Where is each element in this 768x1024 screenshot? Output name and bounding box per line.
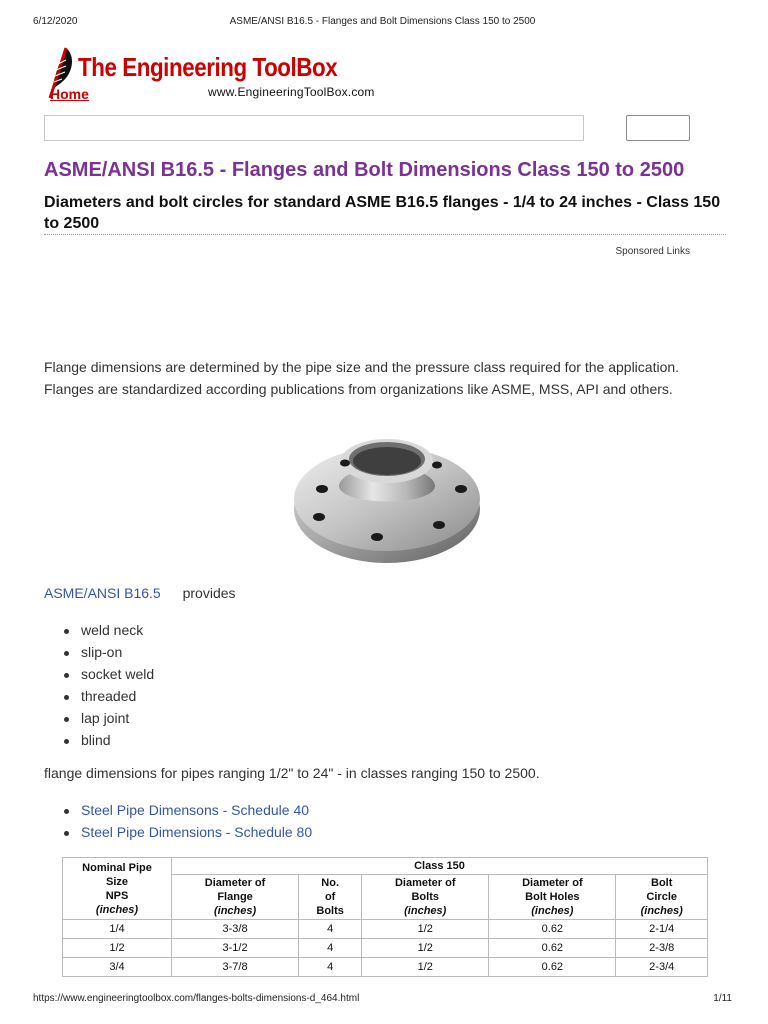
intro-line: Flange dimensions are determined by the pipe size and the pressure class required for the application.	[44, 359, 680, 375]
print-page-title: ASME/ANSI B16.5 - Flanges and Bolt Dimensions Class 150 to 2500	[229, 16, 536, 27]
print-date: 6/12/2020	[33, 16, 78, 27]
table-row	[63, 939, 708, 958]
table-cell: 3/4	[63, 958, 172, 977]
table-cell: 3-7/8	[172, 958, 299, 977]
list-item: threaded	[44, 685, 154, 707]
table-header-row	[63, 858, 708, 875]
table-cell: 3-1/2	[172, 939, 299, 958]
table-cell: 1/2	[362, 920, 489, 939]
table-cell: 1/2	[63, 939, 172, 958]
flange-image	[287, 417, 487, 567]
table-row	[63, 958, 708, 977]
header-line: Size	[105, 875, 128, 888]
related-link-schedule-40[interactable]: Steel Pipe Dimensons - Schedule 40	[44, 799, 312, 821]
divider	[44, 234, 726, 235]
header-unit: (inches)	[95, 903, 139, 916]
table-cell: 0.62	[489, 920, 616, 939]
table-cell: 2-3/8	[616, 939, 708, 958]
table-cell: 4	[299, 920, 362, 939]
table-cell: 1/2	[362, 958, 489, 977]
table-cell: 3-3/8	[172, 920, 299, 939]
table-cell: 4	[299, 958, 362, 977]
home-link[interactable]: Home	[50, 86, 89, 102]
provides-line	[44, 585, 236, 601]
print-url: https://www.engineeringtoolbox.com/flanges-bolts-dimensions-d_464.html	[33, 993, 360, 1004]
table-cell: 1/2	[362, 939, 489, 958]
list-item: slip-on	[44, 641, 154, 663]
search-input[interactable]	[44, 115, 584, 141]
header-line: NPS	[105, 889, 129, 902]
provides-text: provides	[182, 585, 236, 601]
table-header-class: Class 150	[172, 858, 708, 875]
list-item: weld neck	[44, 619, 154, 641]
list-item: socket weld	[44, 663, 154, 685]
search-button[interactable]	[626, 115, 690, 141]
table-header-cell: Diameter of Bolt Holes (inches)	[489, 875, 616, 920]
page-number: 1/11	[713, 993, 732, 1004]
flange-type-list	[44, 619, 154, 751]
sponsored-links-label: Sponsored Links	[615, 246, 690, 257]
related-link-schedule-80[interactable]: Steel Pipe Dimensions - Schedule 80	[44, 821, 312, 843]
table-header-cell: Diameter of Flange (inches)	[172, 875, 299, 920]
table-cell: 2-3/4	[616, 958, 708, 977]
related-links	[44, 799, 312, 843]
intro-paragraph	[44, 356, 734, 400]
intro-line: Flanges are standardized according publications from organizations like ASME, MSS, API and others.	[44, 381, 673, 397]
range-text: flange dimensions for pipes ranging 1/2" to 24" - in classes ranging 150 to 2500.	[44, 765, 540, 781]
list-item: lap joint	[44, 707, 154, 729]
table-cell: 0.62	[489, 939, 616, 958]
table-cell: 1/4	[63, 920, 172, 939]
page-subtitle: Diameters and bolt circles for standard ASME B16.5 flanges - 1/4 to 24 inches - Class 150 to 2500	[44, 194, 721, 232]
site-url: www.EngineeringToolBox.com	[208, 85, 375, 99]
table-row	[63, 920, 708, 939]
table-header-cell: Diameter of Bolts (inches)	[362, 875, 489, 920]
logo-text: The Engineering ToolBox	[78, 52, 338, 82]
table-header-cell: Bolt Circle (inches)	[616, 875, 708, 920]
list-item: blind	[44, 729, 154, 751]
header-line: Nominal Pipe	[82, 861, 152, 874]
table-cell: 4	[299, 939, 362, 958]
flange-dimensions-table	[62, 857, 708, 977]
table-header-nps	[63, 858, 172, 920]
page-title: ASME/ANSI B16.5 - Flanges and Bolt Dimensions Class 150 to 2500	[44, 159, 685, 181]
standard-link[interactable]: ASME/ANSI B16.5	[44, 585, 161, 601]
table-cell: 2-1/4	[616, 920, 708, 939]
table-header-cell: No. of Bolts	[299, 875, 362, 920]
table-cell: 0.62	[489, 958, 616, 977]
